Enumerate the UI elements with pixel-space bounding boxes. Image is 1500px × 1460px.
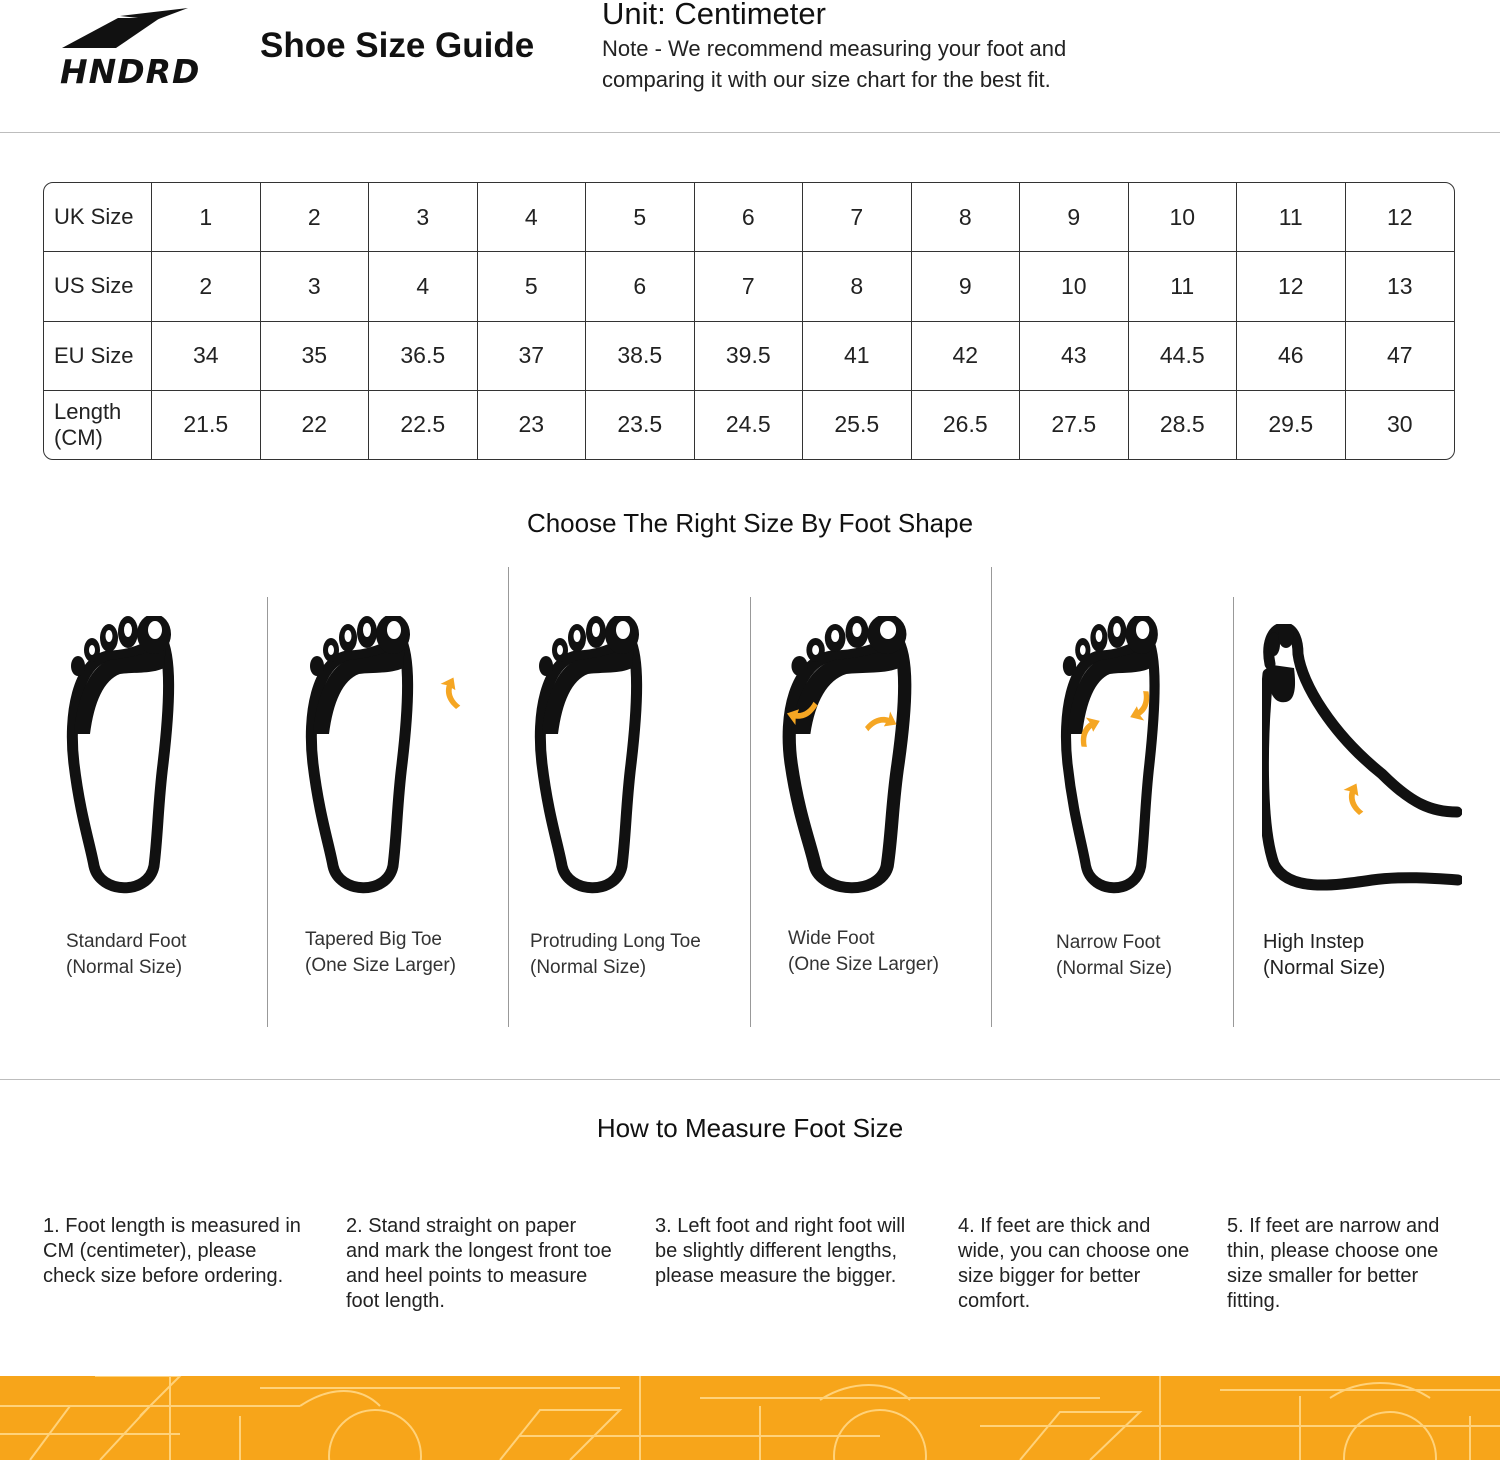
foot-shape-name: Narrow Foot — [1056, 932, 1161, 953]
table-cell: 4 — [478, 183, 587, 252]
table-cell: 23.5 — [586, 391, 695, 459]
table-cell: 36.5 — [369, 322, 478, 391]
unit-label: Unit: Centimeter — [602, 0, 826, 31]
foot-shape-note: (Normal Size) — [1263, 957, 1386, 979]
foot-shape-name: Tapered Big Toe — [305, 929, 442, 950]
arrow-up-icon — [1337, 779, 1374, 816]
foot-shape-name: Standard Foot — [66, 931, 187, 952]
table-cell: 47 — [1346, 322, 1455, 391]
size-chart-table — [43, 182, 1455, 460]
protruding-long-toe-icon — [530, 616, 660, 896]
foot-shape-note: (One Size Larger) — [305, 955, 457, 976]
table-cell: 41 — [803, 322, 912, 391]
foot-shape-note: (Normal Size) — [530, 957, 647, 978]
measure-tip: 1. Foot length is measured in CM (centimeter), please check size before ordering. — [43, 1215, 301, 1287]
brand-logo — [60, 6, 201, 91]
table-cell: 38.5 — [586, 322, 695, 391]
table-cell: 2 — [261, 183, 370, 252]
foot-shape-label — [530, 929, 701, 981]
narrow-foot-icon — [1056, 616, 1176, 896]
column-divider — [1233, 597, 1234, 1027]
table-cell: 22 — [261, 391, 370, 459]
table-row — [44, 391, 1454, 459]
table-cell: 8 — [803, 252, 912, 321]
wide-foot-icon — [780, 616, 920, 896]
footer-pattern-band — [0, 1376, 1500, 1460]
row-label-length: Length (CM) — [44, 391, 152, 459]
table-cell: 46 — [1237, 322, 1346, 391]
high-instep-icon — [1262, 624, 1462, 894]
foot-shape-title: Choose The Right Size By Foot Shape — [526, 508, 974, 538]
page-title: Shoe Size Guide — [260, 26, 535, 65]
header — [0, 0, 1500, 132]
foot-shape-label — [1263, 929, 1385, 981]
table-cell: 28.5 — [1129, 391, 1238, 459]
table-cell: 13 — [1346, 252, 1455, 321]
table-cell: 21.5 — [152, 391, 261, 459]
table-cell: 3 — [369, 183, 478, 252]
foot-shape-name: Protruding Long Toe — [530, 931, 701, 952]
table-cell: 9 — [912, 252, 1021, 321]
table-cell: 6 — [586, 252, 695, 321]
table-cell: 3 — [261, 252, 370, 321]
foot-shape-label — [788, 926, 939, 978]
foot-shape-label — [1056, 930, 1172, 982]
table-cell: 5 — [478, 252, 587, 321]
table-cell: 1 — [152, 183, 261, 252]
table-cell: 26.5 — [912, 391, 1021, 459]
table-cell: 8 — [912, 183, 1021, 252]
foot-shape-note: (Normal Size) — [66, 957, 183, 978]
row-label-uk: UK Size — [44, 183, 152, 252]
tapered-big-toe-icon — [305, 616, 465, 896]
measure-note: Note - We recommend measuring your foot and comparing it with our size chart for the best fit. — [602, 36, 1067, 92]
column-divider — [267, 597, 268, 1027]
table-cell: 12 — [1237, 252, 1346, 321]
section-divider — [0, 1079, 1500, 1080]
table-row — [44, 183, 1454, 252]
table-cell: 11 — [1237, 183, 1346, 252]
table-cell: 10 — [1020, 252, 1129, 321]
table-cell: 7 — [695, 252, 804, 321]
table-cell: 44.5 — [1129, 322, 1238, 391]
table-cell: 29.5 — [1237, 391, 1346, 459]
column-divider — [750, 597, 751, 1027]
row-label-eu: EU Size — [44, 322, 152, 391]
arrow-up-icon — [434, 673, 465, 710]
table-cell: 10 — [1129, 183, 1238, 252]
measure-tip: 5. If feet are narrow and thin, please choose one size smaller for better fitting. — [1227, 1215, 1440, 1312]
table-cell: 5 — [586, 183, 695, 252]
table-cell: 23 — [478, 391, 587, 459]
brand-name: HNDRD — [60, 52, 201, 91]
foot-shape-name: High Instep — [1263, 931, 1365, 953]
measure-tip: 4. If feet are thick and wide, you can choose one size bigger for better comfort. — [958, 1215, 1190, 1312]
table-cell: 24.5 — [695, 391, 804, 459]
foot-shape-name: Wide Foot — [788, 928, 875, 949]
column-divider — [508, 567, 509, 1027]
measure-title: How to Measure Foot Size — [596, 1113, 904, 1143]
table-cell: 35 — [261, 322, 370, 391]
table-cell: 6 — [695, 183, 804, 252]
table-cell: 25.5 — [803, 391, 912, 459]
table-row — [44, 252, 1454, 321]
table-cell: 39.5 — [695, 322, 804, 391]
table-cell: 9 — [1020, 183, 1129, 252]
header-divider — [0, 132, 1500, 133]
table-cell: 4 — [369, 252, 478, 321]
measure-tip: 2. Stand straight on paper and mark the longest front toe and heel points to measure foot length. — [346, 1215, 612, 1312]
footer-pattern-icon — [0, 1376, 1500, 1460]
column-divider — [991, 567, 992, 1027]
foot-shape-note: (One Size Larger) — [788, 954, 940, 975]
table-cell: 27.5 — [1020, 391, 1129, 459]
table-cell: 43 — [1020, 322, 1129, 391]
standard-foot-icon — [66, 616, 176, 896]
table-cell: 37 — [478, 322, 587, 391]
foot-shape-label — [305, 927, 456, 979]
table-cell: 2 — [152, 252, 261, 321]
table-cell: 11 — [1129, 252, 1238, 321]
table-row — [44, 322, 1454, 391]
row-label-us: US Size — [44, 252, 152, 321]
hndrd-logo-icon — [60, 6, 195, 56]
table-cell: 22.5 — [369, 391, 478, 459]
table-cell: 7 — [803, 183, 912, 252]
foot-shape-note: (Normal Size) — [1056, 958, 1173, 979]
foot-shape-label — [66, 929, 186, 981]
table-cell: 42 — [912, 322, 1021, 391]
table-cell: 12 — [1346, 183, 1455, 252]
table-cell: 34 — [152, 322, 261, 391]
table-cell: 30 — [1386, 411, 1413, 438]
measure-tip: 3. Left foot and right foot will be slightly different lengths, please measure the bigger. — [655, 1215, 906, 1287]
